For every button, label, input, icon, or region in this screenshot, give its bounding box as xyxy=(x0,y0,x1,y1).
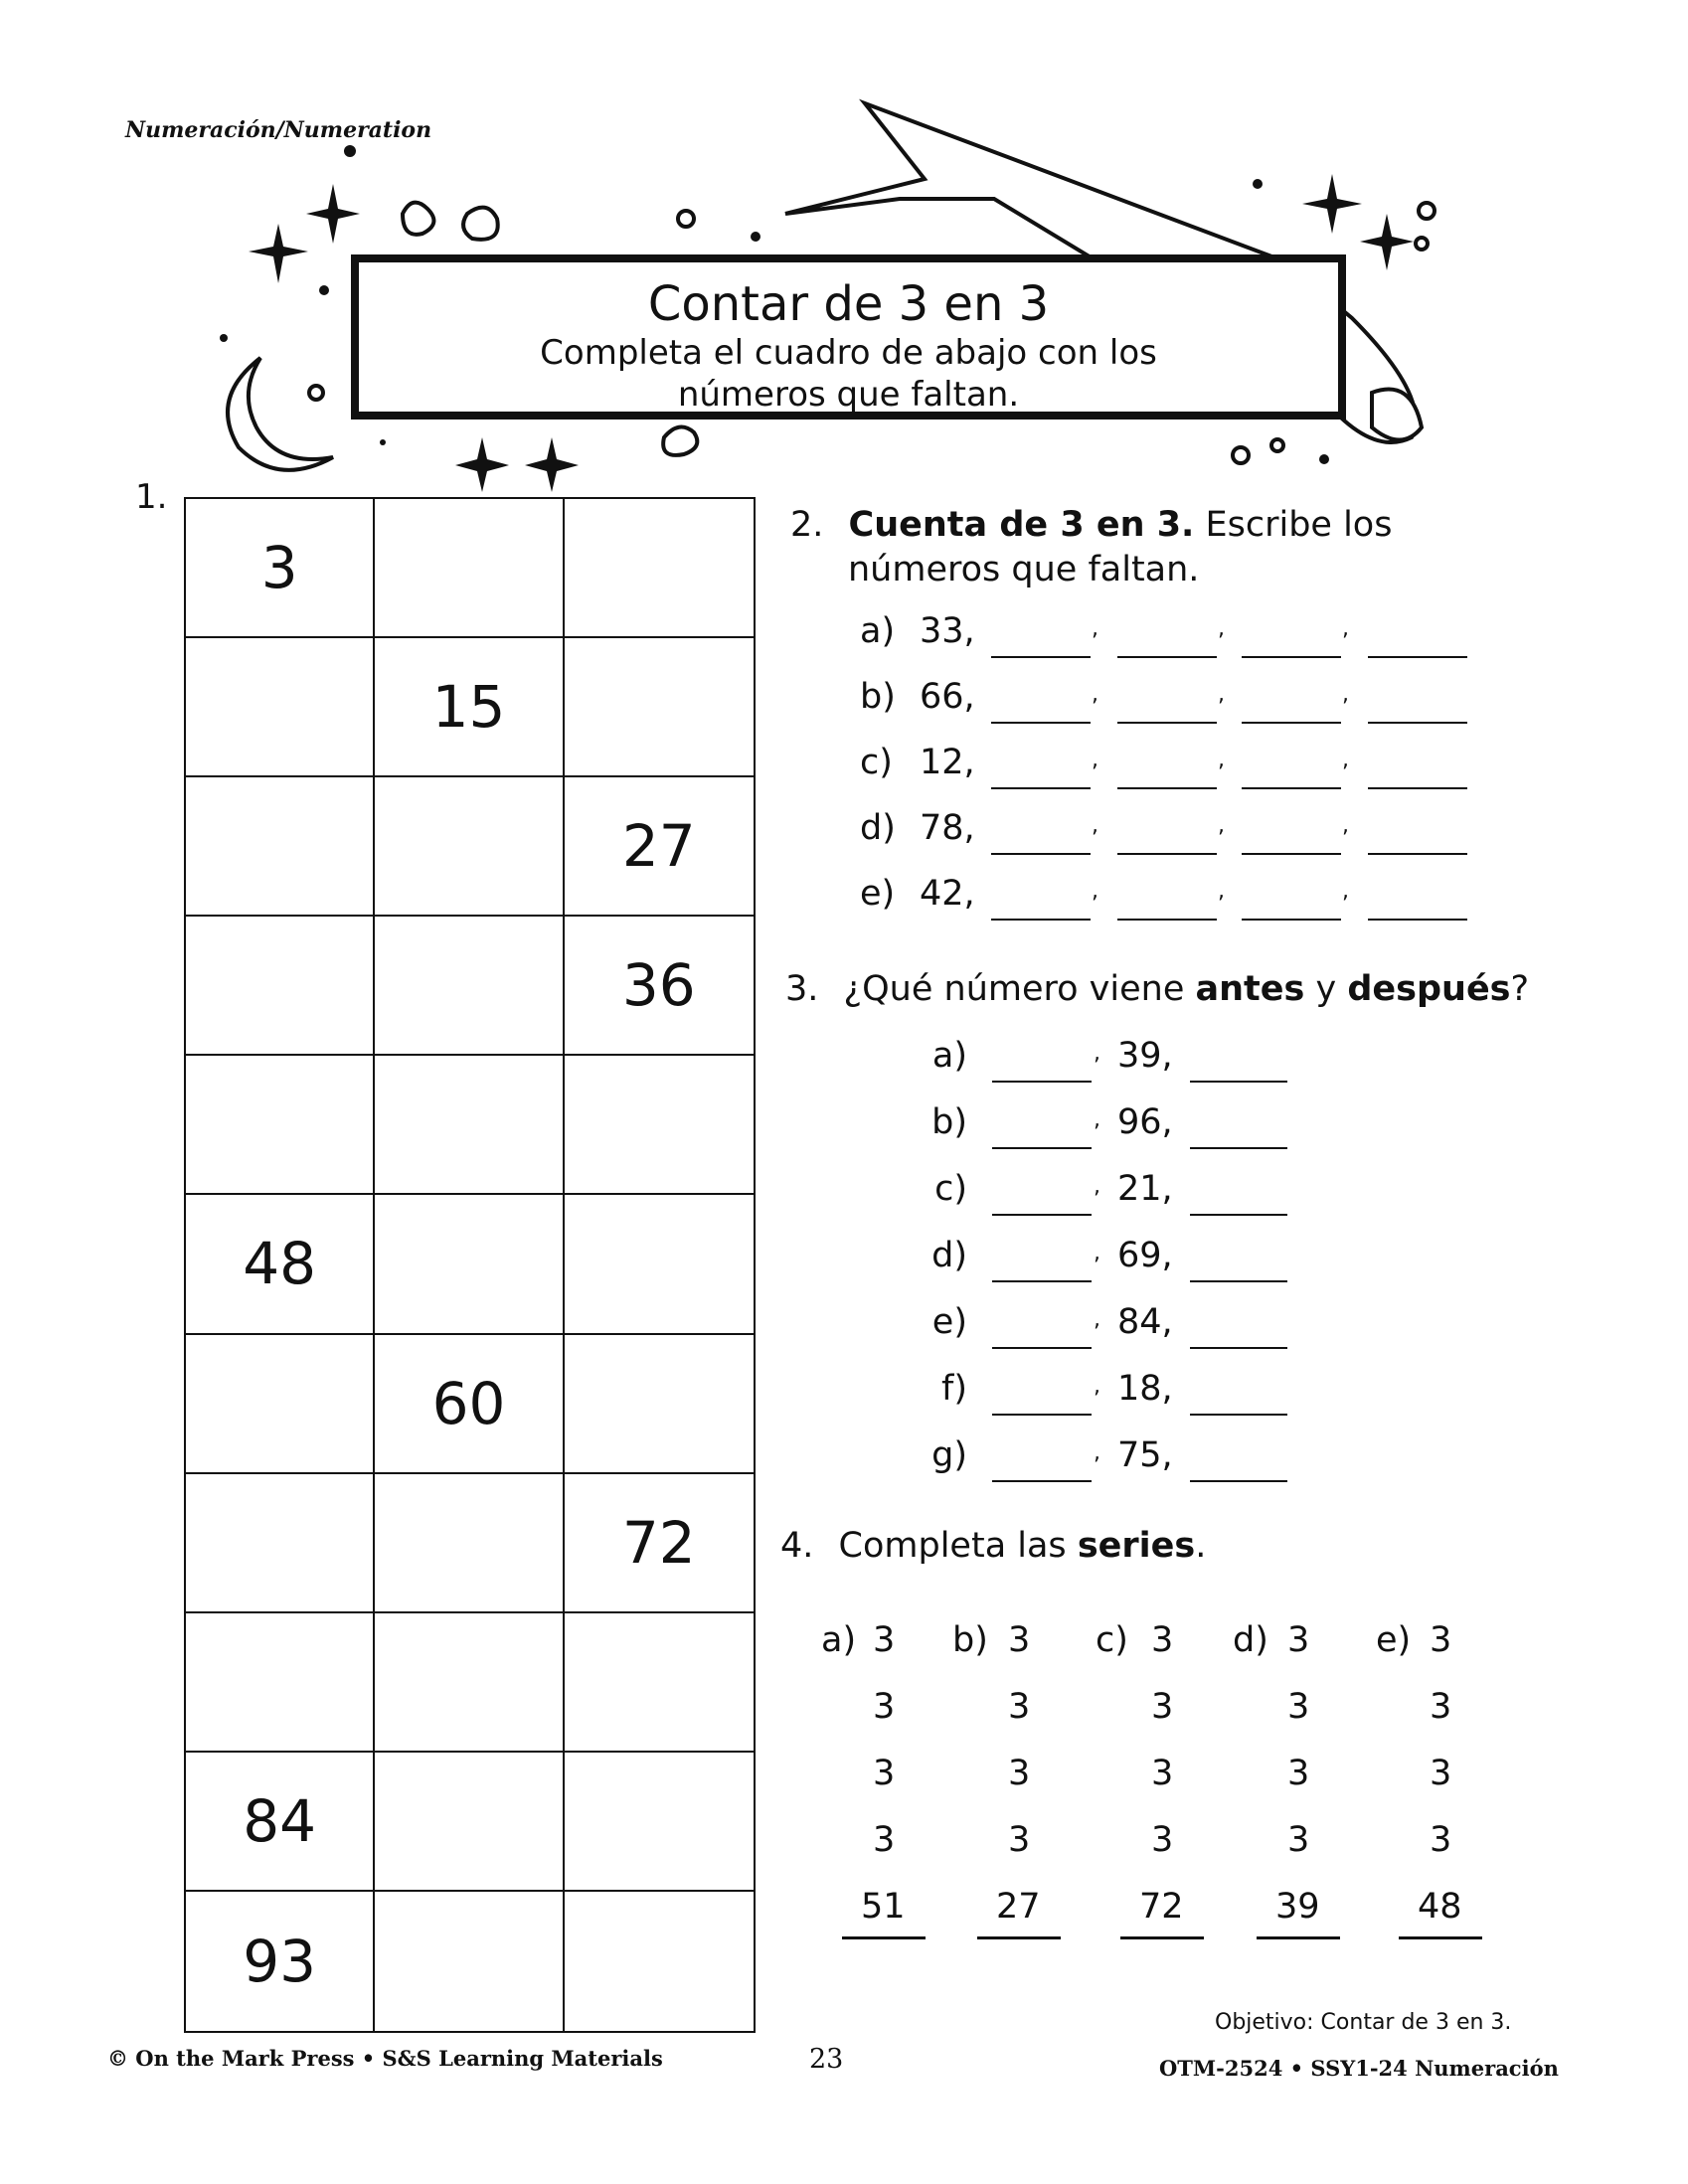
section-header: Numeración/Numeration xyxy=(125,117,432,143)
copyright-text: © On the Mark Press • S&S Learning Materials xyxy=(107,2046,663,2071)
grid-cell[interactable] xyxy=(186,638,375,777)
comma: , xyxy=(1094,1307,1100,1332)
comma: , xyxy=(1218,682,1225,707)
question-4-number: 4. xyxy=(780,1526,814,1566)
answer-blank[interactable] xyxy=(991,722,1091,724)
question-4-bold: series xyxy=(1077,1526,1196,1566)
grid-cell[interactable] xyxy=(565,1195,754,1334)
moon-icon xyxy=(228,358,333,470)
after-blank[interactable] xyxy=(1190,1347,1287,1349)
middle-number: 84, xyxy=(1117,1302,1173,1342)
question-2-bold: Cuenta de 3 en 3. xyxy=(848,505,1195,545)
after-blank[interactable] xyxy=(1190,1280,1287,1282)
item-label: d) xyxy=(931,1236,967,1275)
question-3-text: ¿Qué número viene xyxy=(843,969,1185,1009)
comma: , xyxy=(1094,1440,1100,1465)
grid-cell: 27 xyxy=(565,777,754,917)
result-underline xyxy=(977,1936,1061,1939)
item-label: c) xyxy=(934,1169,967,1209)
item-label: a) xyxy=(860,611,896,651)
grid-cell[interactable] xyxy=(375,1474,564,1613)
question-3-number: 3. xyxy=(785,969,819,1009)
grid-cell[interactable] xyxy=(375,1613,564,1753)
answer-blank[interactable] xyxy=(1242,656,1341,658)
instructions-line-2: números que faltan. xyxy=(677,375,1020,415)
series-value: 3 xyxy=(1430,1754,1452,1793)
result-underline xyxy=(842,1936,926,1939)
item-label: e) xyxy=(931,1302,967,1342)
item-label: f) xyxy=(941,1369,967,1409)
question-3-qmark: ? xyxy=(1510,969,1530,1009)
before-blank[interactable] xyxy=(992,1280,1092,1282)
after-blank[interactable] xyxy=(1190,1480,1287,1482)
comma: , xyxy=(1218,813,1225,838)
question-2-text: Escribe los xyxy=(1205,505,1393,545)
answer-blank[interactable] xyxy=(991,853,1091,855)
comma: , xyxy=(1094,1107,1100,1132)
series-value: 3 xyxy=(1151,1687,1174,1727)
grid-cell[interactable] xyxy=(186,1056,375,1195)
question-2-text-2: números que faltan. xyxy=(848,550,1200,589)
start-number: 33, xyxy=(920,611,975,651)
series-label: d) xyxy=(1233,1620,1268,1660)
comma: , xyxy=(1094,1174,1100,1199)
series-result: 48 xyxy=(1418,1887,1462,1927)
grid-cell: 36 xyxy=(565,917,754,1056)
series-value: 3 xyxy=(1287,1820,1310,1860)
comma: , xyxy=(1342,682,1349,707)
grid-cell: 60 xyxy=(375,1335,564,1474)
series-value: 3 xyxy=(873,1820,896,1860)
question-4-period: . xyxy=(1195,1526,1207,1566)
comma: , xyxy=(1342,879,1349,904)
series-value: 3 xyxy=(873,1687,896,1727)
page-title: Contar de 3 en 3 xyxy=(647,276,1050,332)
answer-blank[interactable] xyxy=(1117,787,1217,789)
comma: , xyxy=(1092,682,1098,707)
comma: , xyxy=(1092,748,1098,772)
question-3-text-y: y xyxy=(1315,969,1337,1009)
grid-cell[interactable] xyxy=(375,1892,564,2031)
series-value: 3 xyxy=(1430,1820,1452,1860)
answer-blank[interactable] xyxy=(1242,722,1341,724)
answer-blank[interactable] xyxy=(991,919,1091,921)
middle-number: 21, xyxy=(1117,1169,1173,1209)
after-blank[interactable] xyxy=(1190,1081,1287,1083)
comma: , xyxy=(1218,879,1225,904)
comma: , xyxy=(1092,813,1098,838)
middle-number: 75, xyxy=(1117,1435,1173,1475)
middle-number: 69, xyxy=(1117,1236,1173,1275)
series-value: 3 xyxy=(1287,1687,1310,1727)
item-label: c) xyxy=(860,743,893,782)
series-result: 72 xyxy=(1139,1887,1184,1927)
answer-blank[interactable] xyxy=(1368,787,1467,789)
before-blank[interactable] xyxy=(992,1347,1092,1349)
grid-cell: 72 xyxy=(565,1474,754,1613)
grid-cell[interactable] xyxy=(565,1335,754,1474)
answer-blank[interactable] xyxy=(1368,919,1467,921)
grid-cell[interactable] xyxy=(186,1335,375,1474)
series-result: 51 xyxy=(861,1887,906,1927)
item-label: b) xyxy=(860,677,896,717)
series-value: 3 xyxy=(1287,1620,1310,1660)
item-label: b) xyxy=(931,1102,967,1142)
answer-blank[interactable] xyxy=(1117,853,1217,855)
after-blank[interactable] xyxy=(1190,1414,1287,1416)
before-blank[interactable] xyxy=(992,1081,1092,1083)
series-value: 3 xyxy=(1008,1820,1031,1860)
grid-cell[interactable] xyxy=(375,1753,564,1892)
middle-number: 96, xyxy=(1117,1102,1173,1142)
comma: , xyxy=(1342,813,1349,838)
grid-cell[interactable] xyxy=(375,917,564,1056)
grid-cell[interactable] xyxy=(565,1753,754,1892)
answer-blank[interactable] xyxy=(1117,656,1217,658)
series-value: 3 xyxy=(1430,1687,1452,1727)
grid-cell[interactable] xyxy=(186,1613,375,1753)
counting-grid xyxy=(184,497,756,2033)
middle-number: 39, xyxy=(1117,1036,1173,1076)
comma: , xyxy=(1092,616,1098,641)
grid-cell[interactable] xyxy=(186,1474,375,1613)
objective-text: Objetivo: Contar de 3 en 3. xyxy=(1215,2010,1512,2035)
item-label: d) xyxy=(860,808,896,848)
series-value: 3 xyxy=(1151,1754,1174,1793)
before-blank[interactable] xyxy=(992,1214,1092,1216)
question-1-number: 1. xyxy=(135,477,168,517)
question-2-number: 2. xyxy=(790,505,824,545)
question-3-bold-antes: antes xyxy=(1195,969,1305,1009)
series-value: 3 xyxy=(1008,1687,1031,1727)
series-value: 3 xyxy=(1151,1620,1174,1660)
series-value: 3 xyxy=(873,1620,896,1660)
series-value: 3 xyxy=(1151,1820,1174,1860)
answer-blank[interactable] xyxy=(991,787,1091,789)
question-3-prompt xyxy=(785,969,1529,1009)
grid-cell[interactable] xyxy=(565,1613,754,1753)
question-4-text: Completa las xyxy=(838,1526,1067,1566)
question-4-prompt xyxy=(780,1526,1206,1566)
grid-cell[interactable] xyxy=(186,917,375,1056)
grid-cell[interactable] xyxy=(565,1056,754,1195)
before-blank[interactable] xyxy=(992,1147,1092,1149)
start-number: 66, xyxy=(920,677,975,717)
series-label: b) xyxy=(952,1620,988,1660)
series-label: a) xyxy=(821,1620,857,1660)
answer-blank[interactable] xyxy=(1242,853,1341,855)
instructions-line-1: Completa el cuadro de abajo con los xyxy=(540,333,1157,373)
comma: , xyxy=(1094,1241,1100,1265)
comma: , xyxy=(1092,879,1098,904)
item-label: g) xyxy=(931,1435,967,1475)
series-value: 3 xyxy=(1430,1620,1452,1660)
series-result: 39 xyxy=(1275,1887,1320,1927)
item-label: e) xyxy=(860,874,896,914)
comma: , xyxy=(1218,616,1225,641)
question-2-prompt xyxy=(790,505,1392,545)
comma: , xyxy=(1342,616,1349,641)
series-value: 3 xyxy=(1287,1754,1310,1793)
comma: , xyxy=(1094,1374,1100,1399)
series-value: 3 xyxy=(873,1754,896,1793)
grid-cell[interactable] xyxy=(565,1892,754,2031)
grid-cell[interactable] xyxy=(375,499,564,638)
grid-cell[interactable] xyxy=(375,1056,564,1195)
page-number: 23 xyxy=(809,2044,844,2075)
result-underline xyxy=(1257,1936,1340,1939)
series-value: 3 xyxy=(1008,1620,1031,1660)
before-blank[interactable] xyxy=(992,1480,1092,1482)
start-number: 42, xyxy=(920,874,975,914)
series-result: 27 xyxy=(996,1887,1041,1927)
answer-blank[interactable] xyxy=(1242,787,1341,789)
series-label: c) xyxy=(1096,1620,1128,1660)
after-blank[interactable] xyxy=(1190,1214,1287,1216)
result-underline xyxy=(1120,1936,1204,1939)
comma: , xyxy=(1218,748,1225,772)
grid-cell: 3 xyxy=(186,499,375,638)
middle-number: 18, xyxy=(1117,1369,1173,1409)
answer-blank[interactable] xyxy=(1368,656,1467,658)
grid-cell: 15 xyxy=(375,638,564,777)
grid-cell[interactable] xyxy=(375,1195,564,1334)
grid-cell[interactable] xyxy=(375,777,564,917)
comma: , xyxy=(1342,748,1349,772)
question-3-bold-despues: después xyxy=(1347,969,1511,1009)
answer-blank[interactable] xyxy=(1242,919,1341,921)
series-value: 3 xyxy=(1008,1754,1031,1793)
result-underline xyxy=(1399,1936,1482,1939)
after-blank[interactable] xyxy=(1190,1147,1287,1149)
answer-blank[interactable] xyxy=(1117,919,1217,921)
before-blank[interactable] xyxy=(992,1414,1092,1416)
grid-cell: 84 xyxy=(186,1753,375,1892)
grid-cell: 93 xyxy=(186,1892,375,2031)
item-label: a) xyxy=(931,1036,967,1076)
grid-cell[interactable] xyxy=(565,499,754,638)
answer-blank[interactable] xyxy=(1368,722,1467,724)
series-label: e) xyxy=(1376,1620,1412,1660)
grid-cell[interactable] xyxy=(186,777,375,917)
answer-blank[interactable] xyxy=(1368,853,1467,855)
start-number: 78, xyxy=(920,808,975,848)
grid-cell: 48 xyxy=(186,1195,375,1334)
title-box xyxy=(351,254,1346,420)
start-number: 12, xyxy=(920,743,975,782)
answer-blank[interactable] xyxy=(1117,722,1217,724)
grid-cell[interactable] xyxy=(565,638,754,777)
product-code: OTM-2524 • SSY1-24 Numeración xyxy=(1159,2056,1559,2081)
comma: , xyxy=(1094,1041,1100,1066)
answer-blank[interactable] xyxy=(991,656,1091,658)
